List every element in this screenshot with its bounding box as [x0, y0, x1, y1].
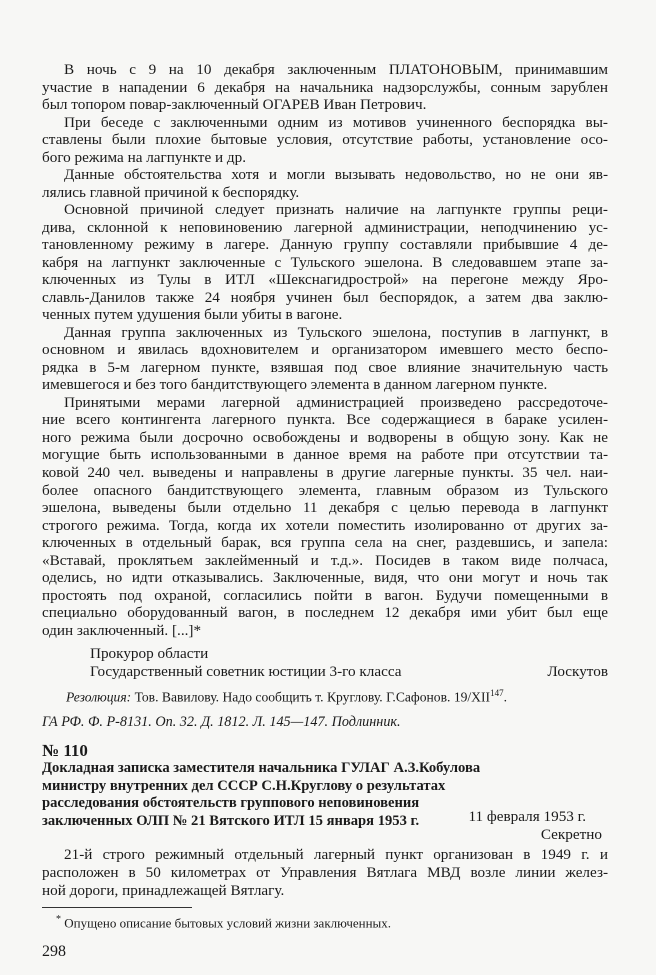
document-date: 11 февраля 1953 г. — [468, 808, 586, 825]
text-line: более опасного бандитствующего элемента, главным образом из Тульского — [42, 481, 608, 499]
text-line: рядка в 5-м лагерном пункте, взявшая под свое влияние значительную часть — [42, 358, 608, 376]
resolution: Резолюция: Тов. Вавилову. Надо сообщить т. Круглову. Г.Сафонов. 19/XII$^{147}$. — [66, 687, 507, 705]
text-line: Данная группа заключенных из Тульского эшелона, поступив в лагпункт, в — [64, 323, 608, 341]
text-line: При беседе с заключенными одним из мотивов учиненного беспорядка вы- — [64, 113, 608, 131]
text-line: Основной причиной следует признать наличие на лагпункте группы реци- — [64, 201, 608, 219]
text-line: ной дороги, принадлежащей Вятлагу. — [42, 882, 285, 899]
text-line: тановленному режиму в лагере. Данную группу составляли прибывшие 4 де- — [42, 236, 608, 254]
signer-name: Лоскутов — [547, 662, 608, 680]
text-line: кабря на лагпункт заключенные с Тульского эшелона. В следовавшем этапе за- — [42, 253, 608, 271]
text-line: основном и явилась вдохновителем и организатором имевшего место беспо- — [42, 341, 608, 359]
footnote-separator — [42, 907, 192, 908]
text-line: ключенных из Тулы в ИТЛ «Шекснагидрострой» на перегоне между Яро- — [42, 271, 608, 289]
document-heading: министру внутренних дел СССР С.Н.Круглову о результатах — [42, 777, 446, 794]
text-line: лялись главной причиной к беспорядку. — [42, 183, 300, 201]
text-line: бого режима на лагпункте и др. — [42, 148, 247, 166]
page-number: 298 — [42, 943, 66, 960]
footnote-text: Опущено описание бытовых условий жизни заключенных. — [61, 915, 392, 931]
text-line: могущие быть использованными в данное время на работе при отсутствии та- — [42, 446, 608, 464]
text-line: один заключенный. [...]* — [42, 621, 202, 639]
text-line: ного режима были досрочно освобождены и водворены в общую зону. Как не — [42, 428, 608, 446]
text-line: был топором повар-заключенный ОГАРЕВ Иван Петрович. — [42, 96, 427, 113]
resolution-label: Резолюция: — [66, 689, 132, 705]
text-line: ковой 240 чел. выведены и направлены в другие лагерные пункты. 35 чел. наи- — [42, 464, 608, 481]
text-line: ченных путем удушения были убиты в вагоне. — [42, 306, 343, 324]
text-line: «Вставай, проклятьем заклейменный и т.д.». Посидев в таком виде полчаса, — [42, 551, 608, 569]
text-line: Данные обстоятельства хотя и могли вызывать недовольство, но не они яв- — [64, 166, 608, 184]
text-line: 21-й строго режимный отдельный лагерный пункт организован в 1949 г. и — [64, 846, 608, 863]
text-line: расположен в 50 километрах от Управления Вятлага МВД возле линии желез- — [42, 864, 608, 881]
resolution-footnote-ref: 147 — [490, 687, 504, 698]
footnote-mark: * — [56, 914, 61, 925]
text-line: В ночь с 9 на 10 декабря заключенным ПЛАТОНОВЫМ, принимавшим — [64, 61, 608, 78]
text-line: ключенных в отдельный барак, вся группа села на снег, раздевшись, и запела: — [42, 534, 608, 551]
resolution-text: Тов. Вавилову. Надо сообщить т. Круглову. Г.Сафонов. 19/XII — [134, 689, 491, 705]
text-line: специально оборудованный вагон, в последнем 12 декабря ими убит был еще — [42, 604, 608, 622]
document-lower-body — [42, 0, 608, 975]
document-heading: заключенных ОЛП № 21 Вятского ИТЛ 15 января 1953 г. — [42, 812, 420, 829]
text-line: участие в нападении 6 декабря на начальника надзорслужбы, сонным зарублен — [42, 78, 608, 96]
archive-source: ГА РФ. Ф. Р-8131. Оп. 32. Д. 1812. Л. 145—147. Подлинник. — [42, 713, 401, 730]
text-line: славль-Данилов также 24 ноября учинен был беспорядок, а затем два заклю- — [42, 288, 608, 306]
text-line: простоять под охраной, согласились пойти в вагон. Будучи помещенными в — [42, 586, 608, 604]
text-line: строгого режима. Тогда, когда их хотели поместить изолированно от других за- — [42, 516, 608, 534]
document-number: № 110 — [42, 740, 88, 760]
text-line: дива, склонной к неповиновению лагерной администрации, неподчинению ус- — [42, 218, 608, 236]
text-line: оделись, но идти отказывались. Заключенные, видя, что они могут и ночь так — [42, 569, 608, 587]
signer-title: Прокурор области — [90, 645, 209, 663]
text-line: ние всего контингента лагерного пункта. Все содержащиеся в бараке усилен- — [42, 411, 608, 429]
footnote — [56, 911, 391, 932]
signer-rank: Государственный советник юстиции 3-го класса — [90, 662, 402, 680]
document-heading: расследования обстоятельств группового неповиновения — [42, 795, 420, 812]
secret-mark: Секретно — [540, 826, 602, 843]
text-line: ставлены были плохие бытовые условия, отсутствие работы, установление осо- — [42, 131, 608, 149]
document-heading: Докладная записка заместителя начальника ГУЛАГ А.З.Кобулова — [42, 760, 481, 777]
text-line: эшелона, выведены были отдельно 11 декабря с целью перевода в лагпункт — [42, 499, 608, 516]
text-line: Принятыми мерами лагерной администрацией произведено рассредоточе- — [64, 393, 608, 411]
text-line: имевшегося и без того бандитствующего элемента в данном лагерном пункте. — [42, 376, 548, 394]
